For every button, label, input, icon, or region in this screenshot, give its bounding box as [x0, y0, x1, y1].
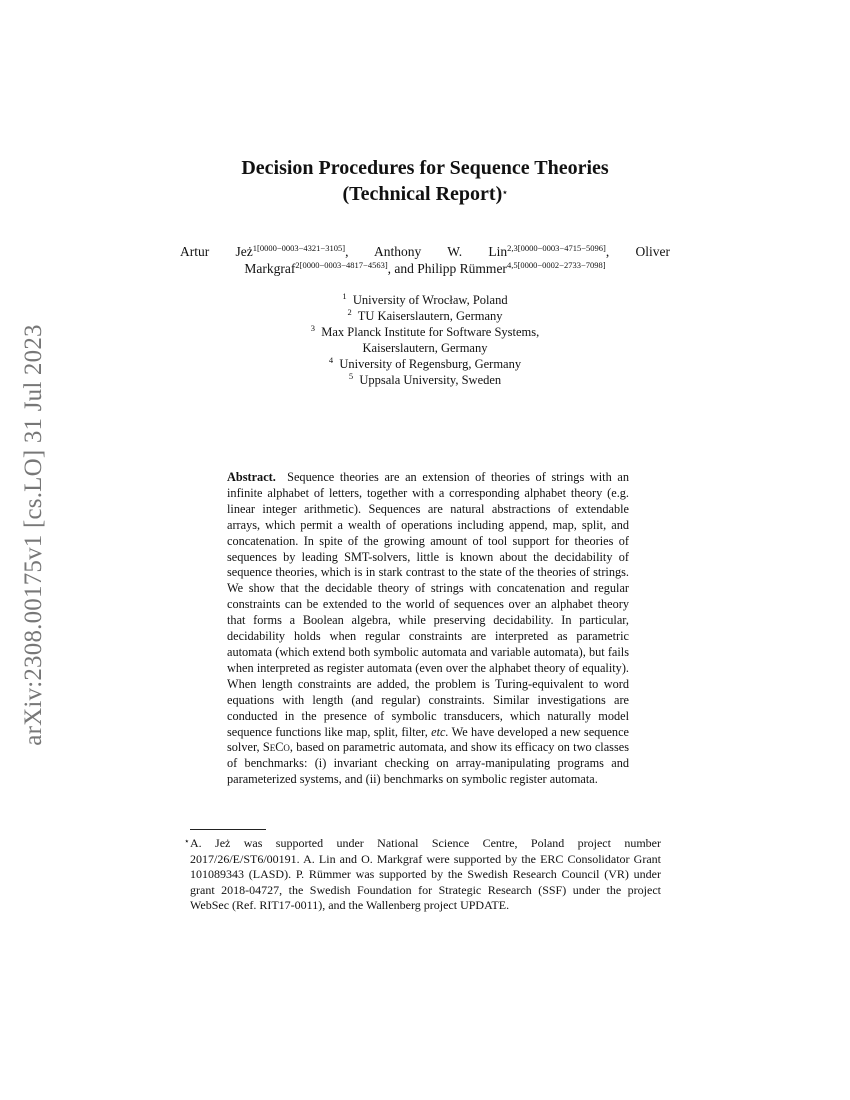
- abstract-label: Abstract.: [227, 470, 276, 484]
- author-name-last: Markgraf: [244, 261, 296, 276]
- title-subtitle: (Technical Report): [342, 183, 503, 205]
- author-name: Anthony W. Lin: [373, 244, 508, 259]
- author-line-2: [180, 260, 670, 277]
- author-orcid: 2[0000−0003−4817−4563]: [295, 260, 388, 270]
- affiliation-text: University of Regensburg, Germany: [339, 357, 522, 371]
- abstract-text: Sequence theories are an extension of theories of strings with an infinite alphabet of letters, together with a corresponding alphabet theory (e.g. linear integer arithmetic). Sequences are natural abstractions of extendable arrays, which permit a wealth of operations including append, map, split, and concatenation. In spite of the growing amount of tool support for theories of sequences by leading SMT-solvers, little is known about the decidability of sequence theories, which is in stark contrast to the state of the theories of strings. We show that the decidable theory of strings with concatenation and regular constraints can be extended to the world of sequences over an alphabet theory that forms a Boolean algebra, while preserving decidability. In particular, decidability holds when regular constraints are interpreted as parametric automata (which extend both symbolic automata and variable automata), but fails when interpreted as register automata (even over the alphabet theory of equality). When length constraints are added, the problem is Turing-equivalent to word equations with length (and regular) constraints. Similar investigations are conducted in the presence of symbolic transducers, which naturally model sequence functions like map, split, filter,: [227, 470, 629, 739]
- title-line-1: Decision Procedures for Sequence Theories: [241, 157, 609, 179]
- footnote: [184, 836, 661, 914]
- affiliation: [0, 292, 850, 308]
- paper-title: [0, 155, 850, 207]
- affiliation: [0, 308, 850, 324]
- abstract-text-end: , based on parametric automata, and show its efficacy on two classes of benchmarks: (i) invariant checking on array-manipulating programs and parameterized systems, and (ii) benchmarks on symbolic register automata.: [227, 740, 629, 787]
- abstract-etc: etc.: [431, 724, 449, 739]
- affiliation-number: 3: [310, 323, 315, 333]
- title-line-2: [0, 181, 850, 207]
- affiliation: [0, 340, 850, 356]
- abstract-text-cont: We have developed a new sequence solver,: [227, 724, 629, 755]
- affiliation-text: Kaiserslautern, Germany: [362, 341, 488, 355]
- affiliation: [0, 356, 850, 372]
- footnote-text: A. Jeż was supported under National Science Centre, Poland project number 2017/26/E/ST6/00191. A. Lin and O. Markgraf were supported by the ERC Consolidator Grant 101089343 (LASD). P. Rümmer was supported by the Swedish Research Council (VR) under grant 2018-04727, the Swedish Foundation for Strategic Research (SSF) under the project WebSec (Ref. RIT17-0011), and the Wallenberg project UPDATE.: [190, 836, 661, 913]
- affiliation-text: Uppsala University, Sweden: [359, 373, 502, 387]
- affiliation: [0, 372, 850, 388]
- affiliation-number: 5: [348, 371, 354, 381]
- affiliation-list: [0, 292, 850, 388]
- affiliation-text: University of Wrocław, Poland: [352, 293, 508, 307]
- author-list: [180, 243, 670, 277]
- affiliation-number: 2: [347, 307, 352, 317]
- title-footnote-mark: ⋆: [502, 187, 508, 197]
- abstract: [227, 470, 629, 788]
- affiliation: [0, 324, 850, 340]
- author-name: Philipp Rümmer: [417, 261, 507, 276]
- author-separator: ,: [605, 244, 636, 259]
- footnote-rule: [190, 829, 266, 830]
- footnote-mark: ⋆: [184, 836, 190, 846]
- author-line-1: [180, 243, 670, 260]
- arxiv-id: arXiv:2308.00175v1 [cs.LO] 31 Jul 2023: [20, 324, 47, 746]
- author-separator: ,: [345, 244, 374, 259]
- affiliation-number: 4: [328, 355, 334, 365]
- author-orcid: 1[0000−0003−4321−3105]: [252, 243, 346, 253]
- affiliation-text: Max Planck Institute for Software Systems,: [321, 325, 540, 339]
- author-name-first: Oliver: [635, 244, 670, 259]
- author-orcid: 2,3[0000−0003−4715−5096]: [507, 243, 606, 253]
- affiliation-text: TU Kaiserslautern, Germany: [357, 309, 503, 323]
- author-separator: , and: [387, 261, 418, 276]
- author-orcid: 4,5[0000−0002−2733−7098]: [506, 260, 606, 270]
- author-name: Artur Jeż: [180, 244, 253, 259]
- solver-name: SeCo: [262, 740, 290, 755]
- affiliation-number: 1: [342, 291, 347, 301]
